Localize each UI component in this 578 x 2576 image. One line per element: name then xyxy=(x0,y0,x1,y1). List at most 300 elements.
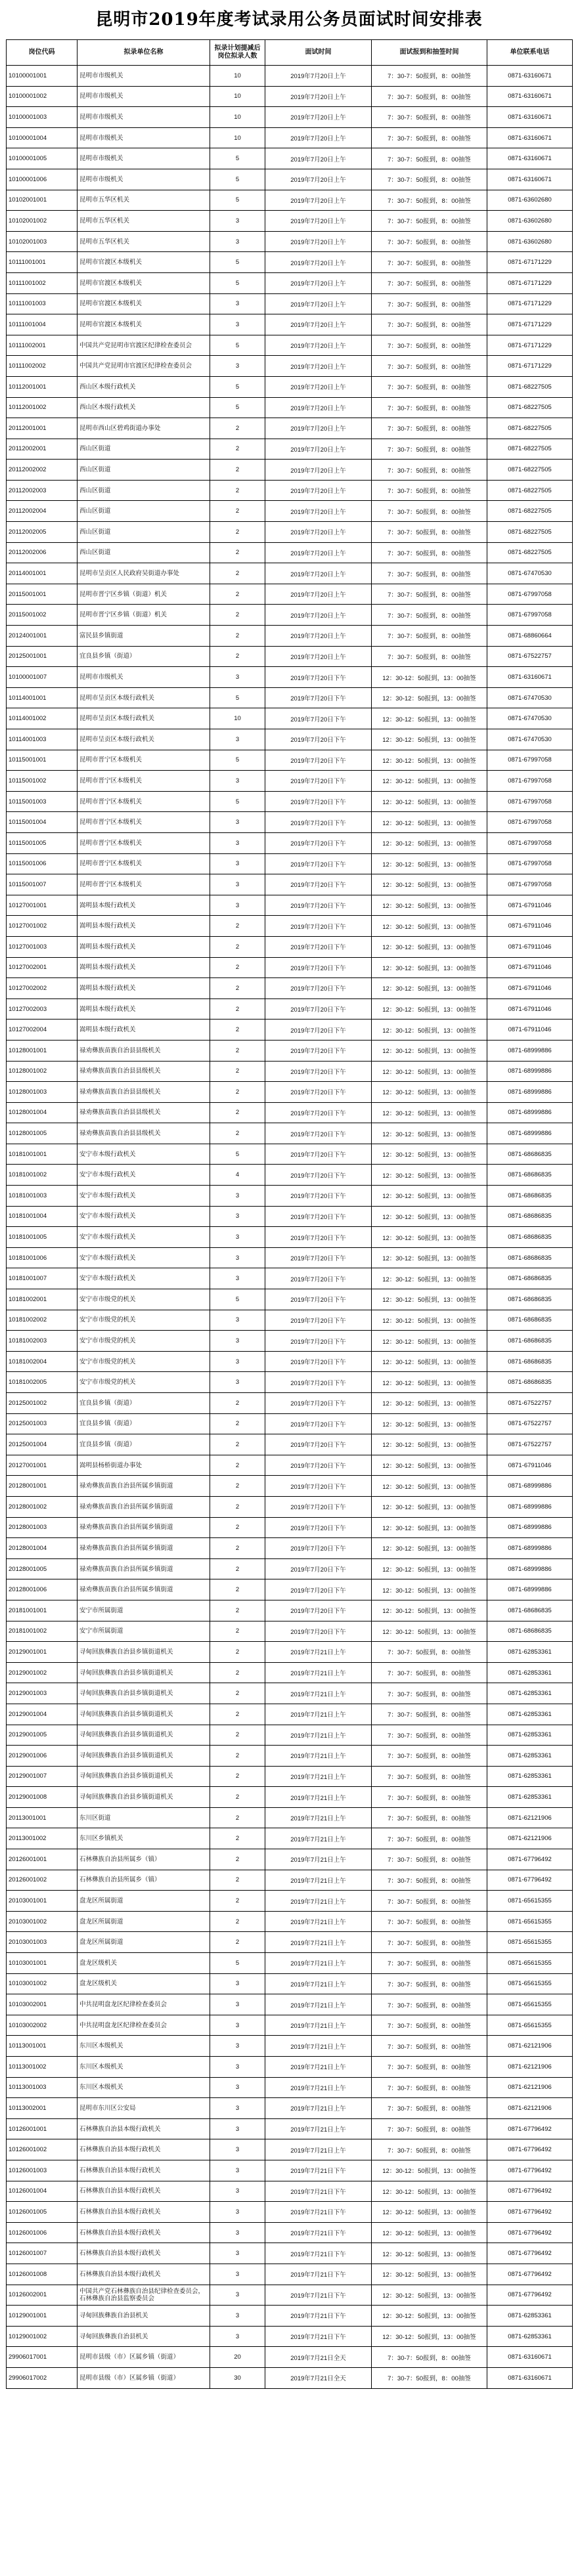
cell-unit-name: 昆明市官渡区本级机关 xyxy=(78,272,210,293)
cell-hiring-count: 3 xyxy=(210,667,265,688)
cell-unit-name: 盘龙区级机关 xyxy=(78,1953,210,1974)
cell-checkin-time: 12：30-12：50报到，13：00抽签 xyxy=(372,1102,487,1123)
cell-checkin-time: 12：30-12：50报到，13：00抽签 xyxy=(372,1476,487,1497)
cell-position-code: 10100001004 xyxy=(7,127,78,148)
table-row xyxy=(7,211,573,232)
cell-interview-time: 2019年7月20日下午 xyxy=(265,1061,372,1082)
cell-position-code: 20125001003 xyxy=(7,1413,78,1434)
cell-contact-phone: 0871-62853361 xyxy=(487,1683,573,1704)
cell-contact-phone: 0871-63160671 xyxy=(487,86,573,107)
cell-interview-time: 2019年7月21日上午 xyxy=(265,1807,372,1828)
cell-interview-time: 2019年7月20日下午 xyxy=(265,1082,372,1103)
cell-checkin-time: 7：30-7：50报到，8：00抽签 xyxy=(372,1911,487,1932)
cell-contact-phone: 0871-68999886 xyxy=(487,1558,573,1579)
cell-unit-name: 安宁市本级行政机关 xyxy=(78,1206,210,1227)
cell-hiring-count: 2 xyxy=(210,1891,265,1912)
table-row xyxy=(7,2243,573,2264)
cell-checkin-time: 7：30-7：50报到，8：00抽签 xyxy=(372,2057,487,2078)
cell-contact-phone: 0871-68686835 xyxy=(487,1227,573,1248)
cell-interview-time: 2019年7月20日下午 xyxy=(265,1020,372,1041)
cell-hiring-count: 2 xyxy=(210,480,265,501)
cell-unit-name: 寻甸回族彝族自治县机关 xyxy=(78,2306,210,2327)
cell-unit-name: 安宁市市级党的机关 xyxy=(78,1351,210,1372)
table-row xyxy=(7,1538,573,1559)
table-row xyxy=(7,1828,573,1849)
cell-hiring-count: 3 xyxy=(210,812,265,833)
cell-contact-phone: 0871-67171229 xyxy=(487,272,573,293)
cell-unit-name: 昆明市市级机关 xyxy=(78,86,210,107)
cell-interview-time: 2019年7月21日上午 xyxy=(265,2139,372,2160)
table-row xyxy=(7,1227,573,1248)
cell-contact-phone: 0871-62121906 xyxy=(487,2036,573,2057)
table-row xyxy=(7,1953,573,1974)
cell-contact-phone: 0871-68999886 xyxy=(487,1082,573,1103)
table-row xyxy=(7,1517,573,1538)
table-body xyxy=(7,66,573,2389)
cell-unit-name: 昆明市县级（市）区属乡镇（街道） xyxy=(78,2347,210,2368)
cell-interview-time: 2019年7月21日上午 xyxy=(265,2077,372,2098)
cell-interview-time: 2019年7月20日下午 xyxy=(265,895,372,916)
cell-hiring-count: 2 xyxy=(210,1807,265,1828)
cell-checkin-time: 12：30-12：50报到，13：00抽签 xyxy=(372,1186,487,1207)
table-row xyxy=(7,605,573,626)
cell-hiring-count: 2 xyxy=(210,1558,265,1579)
cell-position-code: 20113001002 xyxy=(7,1828,78,1849)
table-row xyxy=(7,1496,573,1517)
cell-contact-phone: 0871-68686835 xyxy=(487,1268,573,1289)
cell-interview-time: 2019年7月21日上午 xyxy=(265,1870,372,1891)
cell-contact-phone: 0871-68999886 xyxy=(487,1496,573,1517)
table-row xyxy=(7,148,573,169)
cell-interview-time: 2019年7月20日下午 xyxy=(265,812,372,833)
table-row xyxy=(7,791,573,812)
cell-checkin-time: 12：30-12：50报到，13：00抽签 xyxy=(372,2222,487,2243)
cell-interview-time: 2019年7月20日下午 xyxy=(265,1227,372,1248)
cell-contact-phone: 0871-62853361 xyxy=(487,1704,573,1725)
cell-contact-phone: 0871-65615355 xyxy=(487,1953,573,1974)
cell-unit-name: 昆明市市级机关 xyxy=(78,127,210,148)
cell-interview-time: 2019年7月20日上午 xyxy=(265,646,372,667)
cell-unit-name: 寻甸回族彝族自治县乡镇街道机关 xyxy=(78,1766,210,1787)
cell-position-code: 10112001002 xyxy=(7,397,78,418)
table-row xyxy=(7,1766,573,1787)
cell-hiring-count: 10 xyxy=(210,86,265,107)
cell-checkin-time: 12：30-12：50报到，13：00抽签 xyxy=(372,2326,487,2347)
cell-position-code: 10100001007 xyxy=(7,667,78,688)
cell-hiring-count: 2 xyxy=(210,1579,265,1600)
cell-position-code: 10102001002 xyxy=(7,211,78,232)
cell-hiring-count: 2 xyxy=(210,1040,265,1061)
cell-contact-phone: 0871-67997058 xyxy=(487,584,573,605)
table-row xyxy=(7,314,573,335)
cell-interview-time: 2019年7月20日下午 xyxy=(265,1434,372,1455)
cell-contact-phone: 0871-63160671 xyxy=(487,127,573,148)
cell-interview-time: 2019年7月20日上午 xyxy=(265,356,372,377)
cell-unit-name: 盘龙区所属街道 xyxy=(78,1932,210,1953)
cell-position-code: 10100001003 xyxy=(7,107,78,128)
cell-position-code: 10181002004 xyxy=(7,1351,78,1372)
cell-checkin-time: 7：30-7：50报到，8：00抽签 xyxy=(372,1891,487,1912)
cell-checkin-time: 7：30-7：50报到，8：00抽签 xyxy=(372,1932,487,1953)
cell-unit-name: 昆明市市级机关 xyxy=(78,667,210,688)
cell-unit-name: 安宁市本级行政机关 xyxy=(78,1165,210,1186)
cell-unit-name: 石林彝族自治县本级行政机关 xyxy=(78,2222,210,2243)
cell-hiring-count: 2 xyxy=(210,439,265,460)
table-row xyxy=(7,86,573,107)
cell-hiring-count: 20 xyxy=(210,2347,265,2368)
cell-checkin-time: 12：30-12：50报到，13：00抽签 xyxy=(372,1247,487,1268)
table-row xyxy=(7,1186,573,1207)
cell-unit-name: 昆明市市级机关 xyxy=(78,66,210,87)
cell-checkin-time: 7：30-7：50报到，8：00抽签 xyxy=(372,2367,487,2388)
table-row xyxy=(7,1372,573,1393)
cell-interview-time: 2019年7月20日下午 xyxy=(265,1310,372,1331)
cell-hiring-count: 3 xyxy=(210,293,265,314)
table-row xyxy=(7,522,573,543)
table-row xyxy=(7,1642,573,1663)
cell-contact-phone: 0871-63160671 xyxy=(487,107,573,128)
cell-interview-time: 2019年7月20日下午 xyxy=(265,936,372,957)
cell-hiring-count: 2 xyxy=(210,522,265,543)
cell-position-code: 10114001003 xyxy=(7,729,78,750)
cell-hiring-count: 3 xyxy=(210,1227,265,1248)
cell-checkin-time: 12：30-12：50报到，13：00抽签 xyxy=(372,1123,487,1144)
cell-hiring-count: 3 xyxy=(210,314,265,335)
table-row xyxy=(7,2057,573,2078)
cell-contact-phone: 0871-65615355 xyxy=(487,2015,573,2036)
cell-contact-phone: 0871-67796492 xyxy=(487,2139,573,2160)
cell-interview-time: 2019年7月21日下午 xyxy=(265,2285,372,2306)
cell-unit-name: 禄劝彝族苗族自治县所属乡镇街道 xyxy=(78,1476,210,1497)
cell-unit-name: 安宁市市级党的机关 xyxy=(78,1331,210,1352)
table-row xyxy=(7,1973,573,1994)
cell-contact-phone: 0871-62853361 xyxy=(487,1787,573,1808)
cell-checkin-time: 7：30-7：50报到，8：00抽签 xyxy=(372,314,487,335)
cell-checkin-time: 7：30-7：50报到，8：00抽签 xyxy=(372,252,487,273)
cell-hiring-count: 3 xyxy=(210,1186,265,1207)
cell-interview-time: 2019年7月20日下午 xyxy=(265,729,372,750)
cell-checkin-time: 12：30-12：50报到，13：00抽签 xyxy=(372,1372,487,1393)
cell-unit-name: 昆明市五华区机关 xyxy=(78,231,210,252)
cell-interview-time: 2019年7月20日下午 xyxy=(265,1268,372,1289)
cell-unit-name: 安宁市本级行政机关 xyxy=(78,1227,210,1248)
cell-position-code: 10111002002 xyxy=(7,356,78,377)
cell-unit-name: 安宁市市级党的机关 xyxy=(78,1372,210,1393)
cell-position-code: 10115001003 xyxy=(7,791,78,812)
cell-checkin-time: 12：30-12：50报到，13：00抽签 xyxy=(372,1579,487,1600)
cell-hiring-count: 2 xyxy=(210,1600,265,1621)
cell-interview-time: 2019年7月21日上午 xyxy=(265,1849,372,1870)
cell-unit-name: 石林彝族自治县本级行政机关 xyxy=(78,2264,210,2285)
table-row xyxy=(7,2202,573,2223)
table-row xyxy=(7,563,573,584)
cell-checkin-time: 7：30-7：50报到，8：00抽签 xyxy=(372,211,487,232)
cell-hiring-count: 3 xyxy=(210,874,265,895)
cell-position-code: 20127001001 xyxy=(7,1455,78,1476)
cell-unit-name: 寻甸回族彝族自治县乡镇街道机关 xyxy=(78,1787,210,1808)
cell-contact-phone: 0871-68999886 xyxy=(487,1517,573,1538)
cell-checkin-time: 7：30-7：50报到，8：00抽签 xyxy=(372,1870,487,1891)
cell-hiring-count: 2 xyxy=(210,1393,265,1414)
cell-checkin-time: 12：30-12：50报到，13：00抽签 xyxy=(372,1289,487,1310)
cell-hiring-count: 3 xyxy=(210,2306,265,2327)
cell-position-code: 20129001003 xyxy=(7,1683,78,1704)
cell-position-code: 10181001006 xyxy=(7,1247,78,1268)
cell-interview-time: 2019年7月20日下午 xyxy=(265,1496,372,1517)
cell-interview-time: 2019年7月21日全天 xyxy=(265,2347,372,2368)
cell-unit-name: 西山区街道 xyxy=(78,522,210,543)
cell-hiring-count: 3 xyxy=(210,771,265,792)
cell-unit-name: 安宁市本级行政机关 xyxy=(78,1186,210,1207)
cell-position-code: 10126001003 xyxy=(7,2160,78,2181)
cell-contact-phone: 0871-63160671 xyxy=(487,169,573,190)
table-row xyxy=(7,293,573,314)
cell-unit-name: 西山区街道 xyxy=(78,480,210,501)
cell-interview-time: 2019年7月20日下午 xyxy=(265,874,372,895)
cell-position-code: 20113001001 xyxy=(7,1807,78,1828)
cell-unit-name: 嵩明县本级行政机关 xyxy=(78,936,210,957)
table-row xyxy=(7,1746,573,1767)
cell-interview-time: 2019年7月21日上午 xyxy=(265,2118,372,2139)
header-contact-phone: 单位联系电话 xyxy=(487,40,573,66)
cell-unit-name: 东川区本级机关 xyxy=(78,2077,210,2098)
cell-interview-time: 2019年7月20日下午 xyxy=(265,667,372,688)
cell-contact-phone: 0871-63160671 xyxy=(487,66,573,87)
cell-unit-name: 禄劝彝族苗族自治县县级机关 xyxy=(78,1061,210,1082)
cell-unit-name: 石林彝族自治县本级行政机关 xyxy=(78,2139,210,2160)
cell-checkin-time: 12：30-12：50报到，13：00抽签 xyxy=(372,874,487,895)
cell-interview-time: 2019年7月21日下午 xyxy=(265,2306,372,2327)
cell-position-code: 10128001004 xyxy=(7,1102,78,1123)
cell-hiring-count: 2 xyxy=(210,460,265,481)
cell-unit-name: 中共昆明盘龙区纪律检查委员会 xyxy=(78,1994,210,2015)
cell-unit-name: 昆明市东川区公安局 xyxy=(78,2098,210,2119)
cell-contact-phone: 0871-67796492 xyxy=(487,2160,573,2181)
table-row xyxy=(7,1061,573,1082)
cell-interview-time: 2019年7月20日下午 xyxy=(265,978,372,999)
cell-hiring-count: 3 xyxy=(210,231,265,252)
cell-interview-time: 2019年7月21日上午 xyxy=(265,1828,372,1849)
page-title: 昆明市2019年度考试录用公务员面试时间安排表 xyxy=(95,10,483,30)
cell-position-code: 10128001005 xyxy=(7,1123,78,1144)
cell-contact-phone: 0871-63602680 xyxy=(487,231,573,252)
cell-contact-phone: 0871-67911046 xyxy=(487,957,573,978)
cell-checkin-time: 12：30-12：50报到，13：00抽签 xyxy=(372,1434,487,1455)
table-row xyxy=(7,1351,573,1372)
cell-hiring-count: 2 xyxy=(210,501,265,522)
cell-checkin-time: 7：30-7：50报到，8：00抽签 xyxy=(372,1953,487,1974)
cell-position-code: 10127001003 xyxy=(7,936,78,957)
table-row xyxy=(7,1165,573,1186)
cell-interview-time: 2019年7月21日上午 xyxy=(265,2098,372,2119)
cell-contact-phone: 0871-65615355 xyxy=(487,1994,573,2015)
cell-unit-name: 昆明市晋宁区本级机关 xyxy=(78,853,210,874)
table-row xyxy=(7,542,573,563)
cell-interview-time: 2019年7月20日下午 xyxy=(265,1247,372,1268)
cell-interview-time: 2019年7月21日上午 xyxy=(265,2015,372,2036)
table-row xyxy=(7,439,573,460)
cell-hiring-count: 3 xyxy=(210,2181,265,2202)
cell-interview-time: 2019年7月20日上午 xyxy=(265,293,372,314)
cell-position-code: 20129001001 xyxy=(7,1642,78,1663)
table-row xyxy=(7,2036,573,2057)
cell-unit-name: 寻甸回族彝族自治县乡镇街道机关 xyxy=(78,1704,210,1725)
cell-unit-name: 西山区街道 xyxy=(78,542,210,563)
cell-checkin-time: 12：30-12：50报到，13：00抽签 xyxy=(372,1351,487,1372)
cell-position-code: 10128001002 xyxy=(7,1061,78,1082)
cell-checkin-time: 7：30-7：50报到，8：00抽签 xyxy=(372,231,487,252)
cell-interview-time: 2019年7月20日上午 xyxy=(265,252,372,273)
cell-checkin-time: 12：30-12：50报到，13：00抽签 xyxy=(372,1538,487,1559)
cell-position-code: 20112001001 xyxy=(7,418,78,439)
cell-hiring-count: 2 xyxy=(210,584,265,605)
cell-interview-time: 2019年7月20日下午 xyxy=(265,1558,372,1579)
cell-checkin-time: 12：30-12：50报到，13：00抽签 xyxy=(372,936,487,957)
cell-unit-name: 昆明市县级（市）区属乡镇（街道） xyxy=(78,2367,210,2388)
cell-checkin-time: 7：30-7：50报到，8：00抽签 xyxy=(372,2118,487,2139)
cell-hiring-count: 3 xyxy=(210,1310,265,1331)
cell-checkin-time: 7：30-7：50报到，8：00抽签 xyxy=(372,1746,487,1767)
table-row xyxy=(7,356,573,377)
cell-position-code: 10103001002 xyxy=(7,1973,78,1994)
cell-hiring-count: 3 xyxy=(210,2057,265,2078)
cell-contact-phone: 0871-62853361 xyxy=(487,1642,573,1663)
cell-interview-time: 2019年7月20日下午 xyxy=(265,1186,372,1207)
cell-position-code: 10181001001 xyxy=(7,1144,78,1165)
table-row xyxy=(7,708,573,729)
table-row xyxy=(7,626,573,647)
cell-interview-time: 2019年7月20日下午 xyxy=(265,1040,372,1061)
table-row xyxy=(7,1310,573,1331)
cell-contact-phone: 0871-68999886 xyxy=(487,1579,573,1600)
cell-hiring-count: 5 xyxy=(210,272,265,293)
table-row xyxy=(7,1082,573,1103)
cell-unit-name: 寻甸回族彝族自治县乡镇街道机关 xyxy=(78,1746,210,1767)
cell-interview-time: 2019年7月20日上午 xyxy=(265,66,372,87)
cell-checkin-time: 7：30-7：50报到，8：00抽签 xyxy=(372,127,487,148)
cell-hiring-count: 3 xyxy=(210,1268,265,1289)
cell-position-code: 10115001006 xyxy=(7,853,78,874)
cell-checkin-time: 7：30-7：50报到，8：00抽签 xyxy=(372,1725,487,1746)
cell-unit-name: 嵩明县本级行政机关 xyxy=(78,957,210,978)
table-row xyxy=(7,646,573,667)
cell-checkin-time: 12：30-12：50报到，13：00抽签 xyxy=(372,2181,487,2202)
cell-interview-time: 2019年7月21日下午 xyxy=(265,2202,372,2223)
table-row xyxy=(7,1123,573,1144)
cell-contact-phone: 0871-68860664 xyxy=(487,626,573,647)
cell-hiring-count: 10 xyxy=(210,66,265,87)
cell-interview-time: 2019年7月20日下午 xyxy=(265,791,372,812)
cell-contact-phone: 0871-62853361 xyxy=(487,1725,573,1746)
cell-contact-phone: 0871-67911046 xyxy=(487,1455,573,1476)
cell-unit-name: 昆明市晋宁区乡镇（街道）机关 xyxy=(78,605,210,626)
cell-checkin-time: 12：30-12：50报到，13：00抽签 xyxy=(372,1558,487,1579)
cell-unit-name: 昆明市晋宁区本级机关 xyxy=(78,874,210,895)
cell-unit-name: 富民县乡镇街道 xyxy=(78,626,210,647)
cell-unit-name: 嵩明县本级行政机关 xyxy=(78,1020,210,1041)
cell-contact-phone: 0871-67997058 xyxy=(487,874,573,895)
cell-hiring-count: 3 xyxy=(210,1247,265,1268)
cell-interview-time: 2019年7月20日下午 xyxy=(265,1102,372,1123)
cell-contact-phone: 0871-67911046 xyxy=(487,998,573,1020)
cell-position-code: 10127001001 xyxy=(7,895,78,916)
cell-position-code: 20129001007 xyxy=(7,1766,78,1787)
cell-hiring-count: 3 xyxy=(210,2036,265,2057)
cell-contact-phone: 0871-63160671 xyxy=(487,148,573,169)
cell-contact-phone: 0871-67997058 xyxy=(487,750,573,771)
table-row xyxy=(7,1040,573,1061)
cell-position-code: 10127002003 xyxy=(7,998,78,1020)
cell-contact-phone: 0871-65615355 xyxy=(487,1973,573,1994)
table-row xyxy=(7,1455,573,1476)
cell-unit-name: 禄劝彝族苗族自治县县级机关 xyxy=(78,1082,210,1103)
cell-position-code: 10127001002 xyxy=(7,916,78,937)
cell-unit-name: 禄劝彝族苗族自治县所属乡镇街道 xyxy=(78,1517,210,1538)
cell-contact-phone: 0871-68999886 xyxy=(487,1476,573,1497)
cell-position-code: 20103001002 xyxy=(7,1911,78,1932)
cell-interview-time: 2019年7月20日下午 xyxy=(265,1621,372,1642)
cell-unit-name: 西山区街道 xyxy=(78,460,210,481)
cell-hiring-count: 2 xyxy=(210,1683,265,1704)
cell-interview-time: 2019年7月20日上午 xyxy=(265,169,372,190)
cell-interview-time: 2019年7月21日上午 xyxy=(265,1994,372,2015)
cell-interview-time: 2019年7月20日下午 xyxy=(265,832,372,853)
cell-position-code: 20115001001 xyxy=(7,584,78,605)
cell-checkin-time: 7：30-7：50报到，8：00抽签 xyxy=(372,1849,487,1870)
cell-unit-name: 昆明市官渡区本级机关 xyxy=(78,252,210,273)
table-row xyxy=(7,1932,573,1953)
cell-hiring-count: 2 xyxy=(210,1870,265,1891)
cell-interview-time: 2019年7月20日上午 xyxy=(265,86,372,107)
cell-unit-name: 中共昆明盘龙区纪律检查委员会 xyxy=(78,2015,210,2036)
cell-interview-time: 2019年7月20日上午 xyxy=(265,397,372,418)
table-row xyxy=(7,169,573,190)
cell-unit-name: 石林彝族自治县本级行政机关 xyxy=(78,2202,210,2223)
table-row xyxy=(7,874,573,895)
cell-interview-time: 2019年7月21日上午 xyxy=(265,1953,372,1974)
cell-checkin-time: 12：30-12：50报到，13：00抽签 xyxy=(372,1165,487,1186)
table-row xyxy=(7,1206,573,1227)
cell-interview-time: 2019年7月21日上午 xyxy=(265,1662,372,1683)
cell-unit-name: 西山区街道 xyxy=(78,439,210,460)
cell-interview-time: 2019年7月20日上午 xyxy=(265,480,372,501)
cell-contact-phone: 0871-68227505 xyxy=(487,418,573,439)
cell-checkin-time: 12：30-12：50报到，13：00抽签 xyxy=(372,2285,487,2306)
cell-checkin-time: 7：30-7：50报到，8：00抽签 xyxy=(372,1642,487,1663)
cell-contact-phone: 0871-62853361 xyxy=(487,2306,573,2327)
cell-hiring-count: 3 xyxy=(210,2015,265,2036)
cell-contact-phone: 0871-67171229 xyxy=(487,314,573,335)
cell-hiring-count: 2 xyxy=(210,626,265,647)
table-row xyxy=(7,853,573,874)
cell-position-code: 10113001003 xyxy=(7,2077,78,2098)
cell-hiring-count: 4 xyxy=(210,1165,265,1186)
table-row xyxy=(7,397,573,418)
header-interview-time: 面试时间 xyxy=(265,40,372,66)
cell-contact-phone: 0871-63160671 xyxy=(487,667,573,688)
cell-interview-time: 2019年7月21日全天 xyxy=(265,2367,372,2388)
cell-unit-name: 东川区街道 xyxy=(78,1807,210,1828)
cell-unit-name: 东川区乡镇机关 xyxy=(78,1828,210,1849)
cell-checkin-time: 7：30-7：50报到，8：00抽签 xyxy=(372,626,487,647)
cell-checkin-time: 7：30-7：50报到，8：00抽签 xyxy=(372,542,487,563)
table-row xyxy=(7,2222,573,2243)
cell-contact-phone: 0871-62853361 xyxy=(487,1662,573,1683)
cell-position-code: 20129001008 xyxy=(7,1787,78,1808)
cell-contact-phone: 0871-68227505 xyxy=(487,397,573,418)
table-row xyxy=(7,501,573,522)
cell-hiring-count: 2 xyxy=(210,1621,265,1642)
